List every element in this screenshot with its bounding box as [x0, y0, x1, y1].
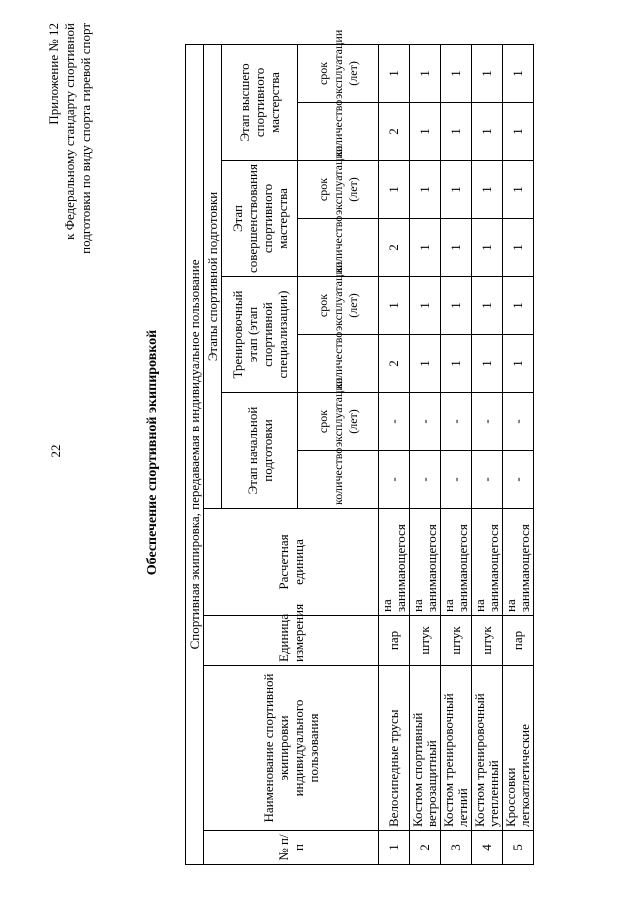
stage-training: Тренировочный этап (этап спортивной специализации): [222, 277, 298, 393]
cell-value: 1: [410, 103, 441, 161]
table-row: [472, 44, 503, 864]
equipment-table: [185, 29, 534, 865]
header-num: № п/п: [204, 831, 379, 865]
cell-value: 1: [441, 219, 472, 277]
cell-value: -: [379, 451, 410, 509]
sub-term: срок эксплуатации (лет): [298, 44, 379, 102]
row-calc: на занимающегося: [441, 509, 472, 616]
appendix-line-2: к Федеральному стандарту спортивной: [62, 23, 77, 240]
row-name: Костюм спортивный ветрозащитный: [410, 666, 441, 831]
sub-term: срок эксплуатации (лет): [298, 393, 379, 451]
cell-value: 1: [441, 335, 472, 393]
cell-value: 1: [472, 277, 503, 335]
cell-value: 1: [503, 44, 534, 102]
row-unit: пар: [503, 616, 534, 666]
cell-value: 1: [441, 103, 472, 161]
document-title: Обеспечение спортивной экипировкой: [145, 329, 160, 576]
cell-value: -: [441, 393, 472, 451]
appendix-line-1: Приложение № 12: [46, 23, 61, 125]
cell-value: -: [379, 393, 410, 451]
cell-value: 1: [503, 335, 534, 393]
row-num: 2: [410, 831, 441, 865]
cell-value: 1: [503, 277, 534, 335]
row-num: 1: [379, 831, 410, 865]
cell-value: 1: [410, 219, 441, 277]
row-num: 4: [472, 831, 503, 865]
cell-value: 1: [472, 219, 503, 277]
stage-higher: Этап высшего спортивного мастерства: [222, 44, 298, 160]
cell-value: 1: [503, 103, 534, 161]
cell-value: 1: [503, 219, 534, 277]
row-unit: пар: [379, 616, 410, 666]
table-row: [503, 44, 534, 864]
page-number: 22: [48, 444, 63, 458]
cell-value: -: [410, 393, 441, 451]
appendix-line-3: подготовки по виду спорта гиревой спорт: [78, 23, 93, 254]
row-calc: на занимающегося: [472, 509, 503, 616]
cell-value: -: [472, 393, 503, 451]
table-row: [441, 44, 472, 864]
table-row: [379, 44, 410, 864]
sub-qty: количество: [298, 335, 379, 393]
row-unit: штук: [441, 616, 472, 666]
row-calc: на занимающегося: [379, 509, 410, 616]
table-main-header: Спортивная экипировка, передаваемая в индивидуальное пользование: [186, 44, 204, 864]
stage-initial: Этап начальной подготовки: [222, 393, 298, 509]
cell-value: 1: [441, 44, 472, 102]
row-calc: на занимающегося: [503, 509, 534, 616]
row-unit: штук: [472, 616, 503, 666]
cell-value: 1: [441, 161, 472, 219]
cell-value: 1: [379, 161, 410, 219]
cell-value: 2: [379, 219, 410, 277]
row-name: Костюм тренировочный утепленный: [472, 666, 503, 831]
row-unit: штук: [410, 616, 441, 666]
cell-value: 1: [472, 161, 503, 219]
row-num: 5: [503, 831, 534, 865]
cell-value: -: [410, 451, 441, 509]
row-name: Костюм тренировочный летний: [441, 666, 472, 831]
sub-qty: количество: [298, 103, 379, 161]
cell-value: 1: [379, 44, 410, 102]
row-name: Велосипедные трусы: [379, 666, 410, 831]
appendix-note: [46, 23, 94, 423]
cell-value: 2: [379, 103, 410, 161]
sub-qty: количество: [298, 219, 379, 277]
cell-value: -: [503, 393, 534, 451]
sub-term: срок эксплуатации (лет): [298, 277, 379, 335]
header-name: Наименование спортивной экипировки индивидуального пользования: [204, 666, 379, 831]
table-row: [410, 44, 441, 864]
row-calc: на занимающегося: [410, 509, 441, 616]
stage-improvement: Этап совершенствования спортивного мастерства: [222, 161, 298, 277]
sub-qty: количество: [298, 451, 379, 509]
header-calc: Расчетная единица: [204, 509, 379, 616]
cell-value: 2: [379, 335, 410, 393]
row-num: 3: [441, 831, 472, 865]
cell-value: -: [503, 451, 534, 509]
cell-value: 1: [410, 277, 441, 335]
cell-value: 1: [503, 161, 534, 219]
header-stages: Этапы спортивной подготовки: [204, 44, 222, 508]
cell-value: 1: [472, 335, 503, 393]
row-name: Кроссовки легкоатлетические: [503, 666, 534, 831]
cell-value: 1: [410, 44, 441, 102]
cell-value: 1: [410, 161, 441, 219]
cell-value: -: [441, 451, 472, 509]
cell-value: -: [472, 451, 503, 509]
sub-term: срок эксплуатации (лет): [298, 161, 379, 219]
cell-value: 1: [379, 277, 410, 335]
header-unit: Единица измерения: [204, 616, 379, 666]
cell-value: 1: [472, 103, 503, 161]
cell-value: 1: [410, 335, 441, 393]
cell-value: 1: [441, 277, 472, 335]
cell-value: 1: [472, 44, 503, 102]
